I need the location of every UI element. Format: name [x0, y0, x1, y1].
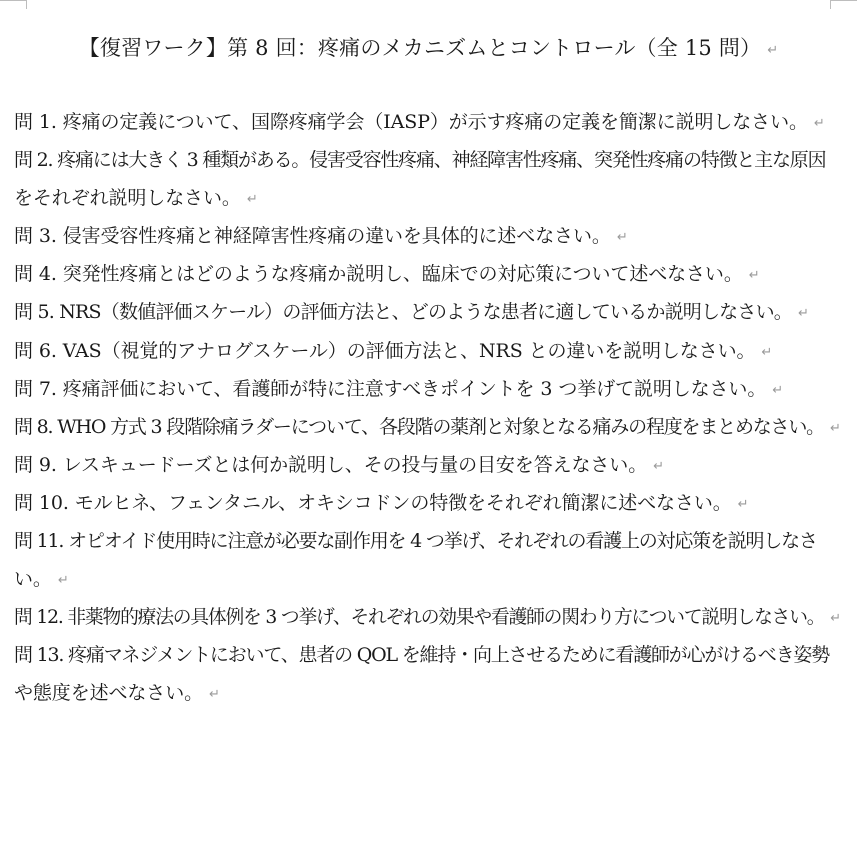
- question-text: 問 5. NRS（数値評価スケール）の評価方法と、どのような患者に適しているか説明しなさい。: [14, 301, 792, 324]
- page-corner-mark-right: [830, 0, 857, 9]
- question-line: [14, 446, 840, 484]
- paragraph-mark-icon: ↵: [616, 230, 628, 246]
- question-text: 問 10. モルヒネ、フェンタニル、オキシコドンの特徴をそれぞれ簡潔に述べなさい。: [14, 491, 732, 514]
- question-text: 問 7. 疼痛評価において、看護師が特に注意すべきポイントを 3 つ挙げて説明しなさい。: [14, 377, 767, 400]
- question-text: 問 8. WHO 方式 3 段階除痛ラダーについて、各段階の薬剤と対象となる痛みの程度をまとめなさい。: [14, 415, 824, 438]
- paragraph-mark-icon: ↵: [772, 382, 784, 398]
- question-text: 問 4. 突発性疼痛とはどのような疼痛か説明し、臨床での対応策について述べなさい。: [14, 263, 743, 286]
- question-line: [14, 598, 840, 636]
- question-list: [14, 103, 840, 713]
- question-text: 問 9. レスキュードーズとは何か説明し、その投与量の目安を答えなさい。: [14, 453, 648, 476]
- question-text: 問 3. 侵害受容性疼痛と神経障害性疼痛の違いを具体的に述べなさい。: [14, 225, 611, 248]
- paragraph-mark-icon: ↵: [209, 687, 220, 703]
- paragraph-mark-icon: ↵: [653, 458, 664, 474]
- paragraph-mark-icon: ↵: [57, 573, 69, 589]
- paragraph-mark-icon: ↵: [737, 496, 749, 512]
- question-text: 問 6. VAS（視覚的アナログスケール）の評価方法と、NRS との違いを説明しなさい。: [14, 339, 756, 362]
- question-line: [14, 408, 840, 446]
- question-text: 問 1. 疼痛の定義について、国際疼痛学会（IASP）が示す疼痛の定義を簡潔に説明しなさい。: [14, 111, 808, 133]
- paragraph-mark-icon: ↵: [246, 192, 258, 208]
- page-corner-mark-left: [0, 0, 27, 9]
- question-text: 問 11. オピオイド使用時に注意が必要な副作用を 4 つ挙げ、それぞれの看護上の対応策を説明しなさ: [14, 530, 817, 553]
- question-line: [14, 179, 840, 217]
- question-line: [14, 255, 840, 293]
- document-title: [0, 32, 857, 67]
- question-text: 問 2. 疼痛には大きく 3 種類がある。侵害受容性疼痛、神経障害性疼痛、突発性疼痛の特徴と主な原因: [14, 149, 826, 172]
- question-line: [14, 522, 840, 560]
- paragraph-mark-icon: ↵: [829, 420, 840, 436]
- question-line: [14, 332, 840, 370]
- question-line: [14, 484, 840, 522]
- question-line: [14, 293, 840, 331]
- paragraph-mark-icon: ↵: [761, 344, 773, 360]
- paragraph-mark-icon: ↵: [797, 306, 809, 322]
- question-line: [14, 370, 840, 408]
- paragraph-mark-icon: ↵: [813, 116, 825, 131]
- question-text: い。: [14, 568, 52, 591]
- question-line: [14, 674, 840, 712]
- paragraph-mark-icon: ↵: [748, 268, 760, 284]
- question-text: 問 12. 非薬物的療法の具体例を 3 つ挙げ、それぞれの効果や看護師の関わり方について説明しなさい。: [14, 606, 825, 629]
- document-title-text: 【復習ワーク】第 8 回：疼痛のメカニズムとコントロール（全 15 問）: [78, 36, 762, 60]
- question-line: [14, 560, 840, 598]
- question-line: [14, 141, 840, 179]
- question-text: をそれぞれ説明しなさい。: [14, 187, 241, 210]
- paragraph-mark-icon: ↵: [767, 43, 779, 58]
- question-line: [14, 217, 840, 255]
- question-text: や態度を述べなさい。: [14, 682, 204, 705]
- question-text: 問 13. 疼痛マネジメントにおいて、患者の QOL を維持・向上させるために看護師が心がけるべき姿勢: [14, 644, 829, 667]
- question-line: [14, 103, 840, 141]
- paragraph-mark-icon: ↵: [830, 611, 840, 627]
- question-line: [14, 636, 840, 674]
